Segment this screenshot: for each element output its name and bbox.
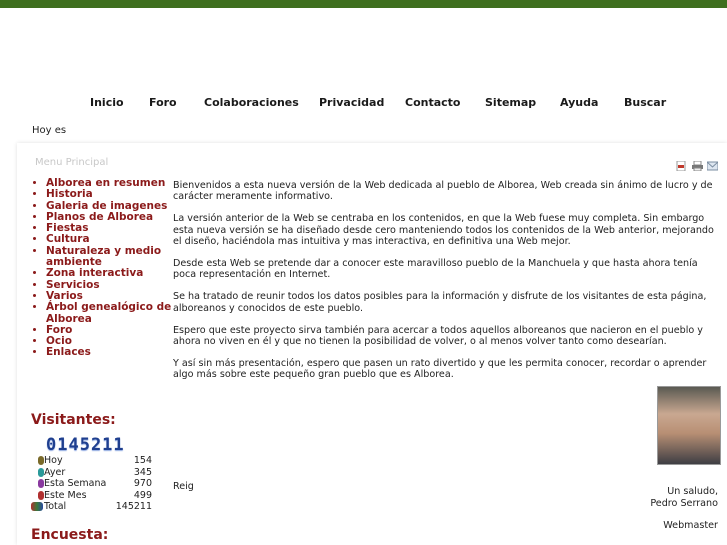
stat-value: 154 [133, 455, 152, 466]
poll-title: Encuesta: [31, 527, 109, 543]
visitors-title: Visitantes: [31, 412, 116, 428]
author-photo [657, 386, 721, 465]
stat-row [30, 478, 152, 490]
menu-link-arbol[interactable]: Árbol genealógico de Alborea [46, 301, 172, 325]
nav-foro[interactable]: Foro [149, 96, 177, 109]
article-paragraph: La versión anterior de la Web se centraba en los contenidos, en que la Web fuese muy completa. Sin embargo esta nueva versión se ha diseñado desde cero manteniendo todos los contenidos de la Web anterior, mejorando el diseño, haciéndola mas intuitiva y mas interactiva, en definitiva una Web mejor. [173, 213, 714, 248]
print-icon[interactable] [692, 156, 703, 166]
menu-title: Menu Principal [35, 157, 109, 168]
main-nav [0, 96, 727, 114]
stat-label: Esta Semana [44, 478, 107, 489]
article-paragraph: Espero que este proyecto sirva también para acercar a todos aquellos alboreanos que nacieron en el pueblo y ahora no viven en él y que no tienen la posibilidad de volver, o al menos volver tanto como desearían. [173, 324, 703, 348]
greeting-text: Un saludo, [667, 486, 718, 497]
nav-colaboraciones[interactable]: Colaboraciones [204, 96, 299, 109]
menu-link-galeria[interactable]: Galeria de imagenes [46, 199, 168, 212]
visitor-counter: 0145211 [46, 435, 125, 455]
menu-item [46, 302, 174, 325]
stat-row [30, 490, 152, 502]
menu-link-varios[interactable]: Varios [46, 289, 83, 302]
stat-label: Hoy [44, 455, 63, 466]
author-role: Webmaster [663, 520, 718, 531]
menu-link-alborea-resumen[interactable]: Alborea en resumen [46, 177, 166, 189]
menu-link-enlaces[interactable]: Enlaces [46, 346, 91, 359]
nav-ayuda[interactable]: Ayuda [560, 96, 599, 109]
email-icon[interactable] [707, 156, 718, 166]
menu-link-historia[interactable]: Historia [46, 188, 93, 201]
stat-row [30, 467, 152, 479]
nav-contacto[interactable]: Contacto [405, 96, 461, 109]
stat-row [30, 455, 152, 467]
main-menu [30, 178, 174, 359]
stat-label: Este Mes [44, 489, 87, 501]
nav-sitemap[interactable]: Sitemap [485, 96, 537, 109]
stat-value: 970 [133, 478, 152, 489]
article-paragraph: Bienvenidos a esta nueva versión de la Web dedicada al pueblo de Alborea, Web creada sin ánimo de lucro y de carácter meramente informativo. [173, 180, 713, 203]
article-tools [676, 156, 720, 168]
article-body [173, 180, 719, 391]
menu-link-foro[interactable]: Foro [46, 323, 73, 336]
stat-value: 145211 [115, 501, 152, 512]
top-bar [0, 0, 727, 8]
menu-link-ocio[interactable]: Ocio [46, 335, 72, 348]
menu-link-planos[interactable]: Planos de Alborea [46, 210, 154, 223]
stat-value: 499 [133, 489, 152, 501]
stat-label: Ayer [44, 466, 66, 478]
article-paragraph: Y así sin más presentación, espero que pasen un rato divertido y que les permita conocer, recordar o aprender algo más sobre este pequeño gran pueblo que es Alborea. [173, 357, 707, 381]
menu-link-servicios[interactable]: Servicios [46, 278, 100, 291]
nav-inicio[interactable]: Inicio [90, 96, 124, 109]
menu-item [46, 347, 174, 358]
menu-link-fiestas[interactable]: Fiestas [46, 222, 89, 235]
stat-label: Total [44, 501, 67, 512]
article-paragraph: Desde esta Web se pretende dar a conocer este maravilloso pueblo de la Manchuela y que hasta ahora tenía poca representación en Internet. [173, 258, 698, 281]
menu-link-naturaleza[interactable]: Naturaleza y medio ambiente [46, 244, 162, 269]
article-paragraph: Se ha tratado de reunir todos los datos posibles para la información y disfrute de los visitantes de esta página, alboreanos y conocidos de este pueblo. [173, 291, 707, 314]
visitor-stats [30, 455, 152, 513]
author-surname: Reig [173, 481, 194, 492]
menu-link-cultura[interactable]: Cultura [46, 233, 90, 246]
pdf-icon[interactable] [676, 156, 687, 166]
nav-buscar[interactable]: Buscar [624, 96, 667, 109]
nav-privacidad[interactable]: Privacidad [319, 96, 385, 109]
menu-link-zona-interactiva[interactable]: Zona interactiva [46, 267, 144, 280]
date-text: Hoy es [32, 125, 67, 136]
stat-row [30, 501, 152, 513]
people-icon [31, 502, 43, 511]
stat-value: 345 [133, 466, 152, 478]
author-name: Pedro Serrano [650, 498, 718, 509]
menu-item [46, 246, 174, 269]
